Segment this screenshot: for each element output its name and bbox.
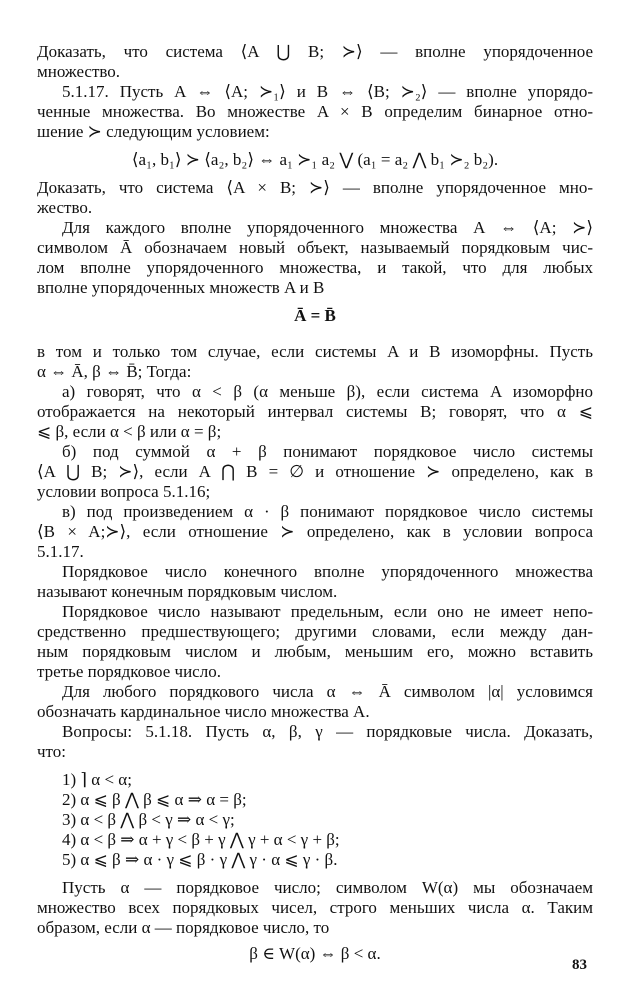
text-line: шение ≻ следующим условием:: [37, 122, 270, 141]
text-line: вполне упорядоченных множеств A и B: [37, 278, 325, 297]
text-line: 5.1.17.: [37, 542, 84, 561]
text-line: α ⇔ Ā, β ⇔ B̄; Тогда:: [37, 362, 192, 381]
text-line: множество всех порядковых чисел, строго меньших числа α. Таким: [37, 898, 593, 917]
text-line: средственно предшествующего; другими словами, если между дан-: [37, 622, 593, 641]
formula-line: β ∈ W(α) ⇔ β < α.: [249, 944, 381, 963]
list-item: 1) ⌉ α < α;: [62, 770, 132, 789]
text-line: ⩽ β, если α < β или α = β;: [37, 422, 222, 441]
text-line: обозначать кардинальное число множества A.: [37, 702, 370, 721]
text-line: Доказать, что система ⟨A ⋃ B; ≻⟩ — вполне упорядоченное: [37, 42, 593, 61]
text-line: Для каждого вполне упорядоченного множества A ⇔ ⟨A; ≻⟩: [62, 218, 593, 237]
text-line: Пусть α — порядковое число; символом W(α) мы обозначаем: [62, 878, 593, 897]
list-item: 2) α ⩽ β ⋀ β ⩽ α ⇒ α = β;: [62, 790, 247, 809]
list-item: 5) α ⩽ β ⇒ α · γ ⩽ β · γ ⋀ γ · α ⩽ γ · β.: [62, 850, 338, 869]
text-line: что:: [37, 742, 66, 761]
text-line: б) под суммой α + β понимают порядковое число системы: [62, 442, 593, 461]
text-line: ченные множества. Во множестве A × B определим бинарное отно-: [37, 102, 593, 121]
text-line: Доказать, что система ⟨A × B; ≻⟩ — вполне упорядоченное мно-: [37, 178, 593, 197]
text-line: Вопросы: 5.1.18. Пусть α, β, γ — порядковые числа. Доказать,: [62, 722, 593, 741]
text-line: в) под произведением α · β понимают порядковое число системы: [62, 502, 593, 521]
formula-line: ⟨a₁, b₁⟩ ≻ ⟨a₂, b₂⟩ ⇔ a₁ ≻₁ a₂ ⋁ (a₁ = a₂ ⋀ b₁ ≻₂ b₂).: [131, 150, 499, 169]
list-item: 3) α < β ⋀ β < γ ⇒ α < γ;: [62, 810, 235, 829]
list-item: 4) α < β ⇒ α + γ < β + γ ⋀ γ + α < γ + β;: [62, 830, 340, 849]
text-line: ⟨A ⋃ B; ≻⟩, если A ⋂ B = ∅ и отношение ≻ определено, как в: [37, 462, 593, 481]
page-number: 83: [572, 957, 587, 973]
text-line: множество.: [37, 62, 121, 81]
text-line: 5.1.17. Пусть A ⇔ ⟨A; ≻₁⟩ и B ⇔ ⟨B; ≻₂⟩ — вполне упорядо-: [62, 82, 593, 101]
text-line: ным порядковым числом и любым, меньшим его, можно вставить: [37, 642, 593, 661]
text-line: называют конечным порядковым числом.: [37, 582, 338, 601]
text-line: Порядковое число конечного вполне упорядоченного множества: [62, 562, 593, 581]
text-line: а) говорят, что α < β (α меньше β), если система A изоморфно: [62, 382, 593, 401]
text-line: третье порядковое число.: [37, 662, 221, 681]
text-line: отображается на некоторый интервал системы B; говорят, что α ⩽: [37, 402, 593, 421]
text-line: в том и только том случае, если системы A и B изоморфны. Пусть: [37, 342, 593, 361]
text-line: Порядковое число называют предельным, если оно не имеет непо-: [62, 602, 593, 621]
formula-line: Ā = B̄: [294, 306, 336, 325]
text-line: лом вполне упорядоченного множества, и такой, что для любых: [37, 258, 593, 277]
text-line: образом, если α — порядковое число, то: [37, 918, 330, 937]
text-line: Для любого порядкового числа α ⇔ Ā символом |α| условимся: [62, 682, 593, 701]
text-line: ⟨B × A;≻⟩, если отношение ≻ определено, как в условии вопроса: [37, 522, 593, 541]
text-line: символом Ā обозначаем новый объект, называемый порядковым чис-: [37, 238, 593, 257]
text-line: жество.: [37, 198, 93, 217]
text-line: условии вопроса 5.1.16;: [37, 482, 211, 501]
